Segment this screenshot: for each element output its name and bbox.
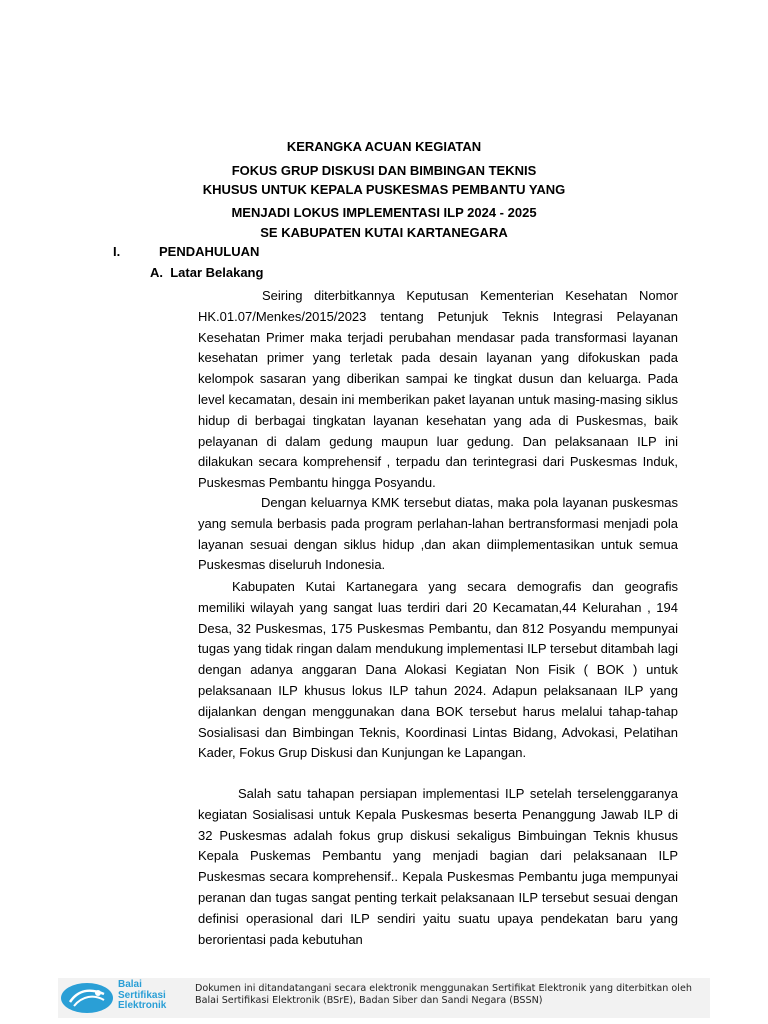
- section-title: PENDAHULUAN: [159, 244, 260, 259]
- document-title-line-1: KERANGKA ACUAN KEGIATAN: [286, 139, 482, 154]
- logo-text-line-2: Sertifikasi: [118, 989, 166, 1001]
- section-number: I.: [113, 244, 121, 259]
- e-signature-footer: [58, 978, 710, 1018]
- bsre-logo-icon: [60, 982, 114, 1014]
- bsre-logo-text: [118, 980, 166, 1012]
- signature-notice-line-2: Balai Sertifikasi Elektronik (BSrE), Badan Siber dan Sandi Negara (BSSN): [195, 995, 543, 1006]
- paragraph-4: Salah satu tahapan persiapan implementasi ILP setelah terselenggaranya kegiatan Sosialisasi untuk Kepala Puskesmas beserta Penanggung Jawab ILP di 32 Puskesmas adalah fokus grup diskusi sekaligus Bimbuingan Teknis khusus Kepala Puskemas Pembantu yang menjadi bagian dari pelaksanaan ILP Puskesmas secara komprehensif.. Kepala Puskesmas Pembantu juga mempunyai peranan dan tugas sangat penting terkait pelaksanaan ILP tersebut sesuai dengan definisi operasional dari ILP sendiri yaitu suatu upaya pendekatan baru yang berorientasi pada kebutuhan: [198, 786, 678, 947]
- logo-text-line-1: Balai: [118, 979, 142, 990]
- paragraph-3: Kabupaten Kutai Kartanegara yang secara demografis dan geografis memiliki wilayah yang sangat luas terdiri dari 20 Kecamatan,44 Kelurahan , 194 Desa, 32 Puskesmas, 175 Puskesmas Pembantu, dan 812 Posyandu mempunyai tugas yang tidak ringan dalam mendukung implementasi ILP tersebut ditambah lagi dengan adanya anggaran Dana Alokasi Kegiatan Non Fisik ( BOK ) untuk pelaksanaan ILP khusus lokus ILP tahun 2024. Adapun pelaksanaan ILP yang dijalankan dengan menggunakan dana BOK tersebut harus melalui tahap-tahap Sosialisasi dan Bimbingan Teknis, Koordinasi Lintas Bidang, Advokasi, Pelatihan Kader, Fokus Grup Diskusi dan Kunjungan ke Lapangan.: [198, 579, 678, 761]
- document-title-line-5: SE KABUPATEN KUTAI KARTANEGARA: [260, 225, 508, 240]
- paragraph-2: Dengan keluarnya KMK tersebut diatas, maka pola layanan puskesmas yang semula berbasis pada program perlahan-lahan bertransformasi menjadi pola layanan sesuai dengan siklus hidup ,dan akan diimplementasikan untuk semua Puskesmas diseluruh Indonesia.: [198, 495, 678, 573]
- subsection-title: Latar Belakang: [170, 265, 264, 280]
- document-title-line-4: MENJADI LOKUS IMPLEMENTASI ILP 2024 - 2025: [231, 205, 537, 220]
- signature-notice-line-1: Dokumen ini ditandatangani secara elektronik menggunakan Sertifikat Elektronik yang diterbitkan oleh: [195, 983, 692, 994]
- subsection-label: A.: [150, 265, 163, 280]
- section-heading: [113, 244, 259, 259]
- paragraph-1: Seiring diterbitkannya Keputusan Kementerian Kesehatan Nomor HK.01.07/Menkes/2015/2023 tentang Petunjuk Teknis Integrasi Pelayanan Kesehatan Primer maka terjadi perubahan mendasar pada transformasi layanan kesehatan primer yang terletak pada desain layanan yang difokuskan pada kelompok sasaran yang diberikan sampai ke tingkat dusun dan keluarga. Pada level kecamatan, desain ini memberikan paket layanan untuk masing-masing siklus hidup di berbagai tingkatan layanan kesehatan yang ada di Puskesmas, baik pelayanan di dalam gedung maupun luar gedung. Dan pelaksanaan ILP ini dilakukan secara komprehensif , terpadu dan terintegrasi dari Puskesmas Induk, Puskesmas Pembantu hingga Posyandu.: [198, 288, 678, 491]
- document-title-line-2: FOKUS GRUP DISKUSI DAN BIMBINGAN TEKNIS: [231, 163, 537, 178]
- logo-text-line-3: Elektronik: [118, 1000, 167, 1011]
- document-title-line-3: KHUSUS UNTUK KEPALA PUSKESMAS PEMBANTU YANG: [202, 182, 566, 197]
- subsection-heading: [150, 265, 263, 280]
- signature-notice: [195, 983, 692, 1007]
